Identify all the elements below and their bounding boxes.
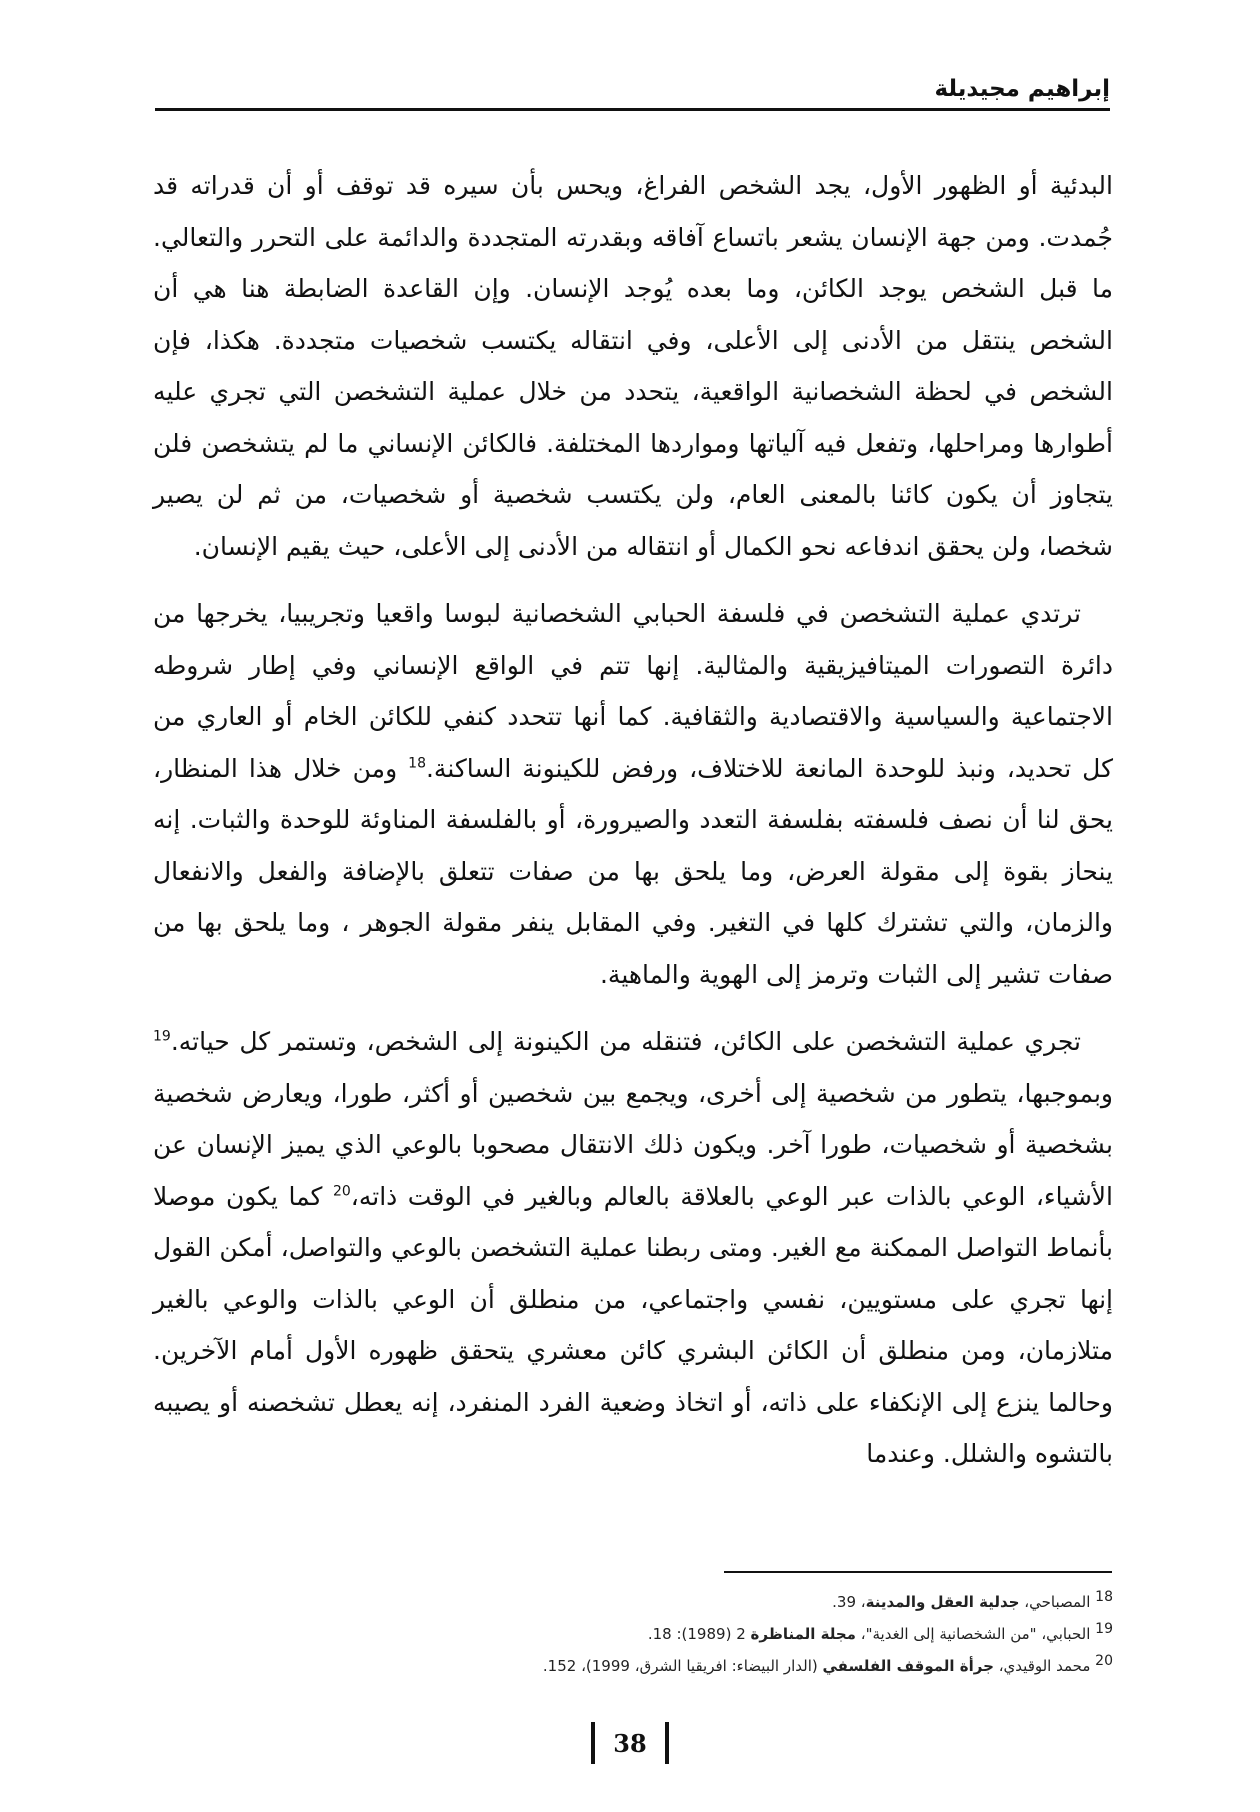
page-footer: [0, 1718, 1260, 1768]
footnote-18: [153, 1586, 1113, 1618]
paragraph-3-part-1: تجري عملية التشخصن على الكائن، فتنقله من الكينونة إلى الشخص، وتستمر كل حياته.: [170, 1027, 1081, 1056]
footnote-text: (الدار البيضاء: افريقيا الشرق، 1999)، 152.: [542, 1657, 823, 1675]
paragraph-3-part-3: كما يكون موصلا بأنماط التواصل الممكنة مع الغير. ومتى ربطنا عملية التشخصن بالوعي والتواصل، أمكن القول إنها تجري على مستويين، نفسي واجتماعي، من منطلق أن الوعي بالذات والوعي بالغير متلازمان، ومن منطلق أن الكائن البشري كائن معشري يتحقق ظهوره الأول أمام الآخرين. وحالما ينزع إلى الإنكفاء على ذاته، أو اتخاذ وضعية الفرد المنفرد، إنه يعطل تشخصنه أو يصيبه بالتشوه والشلل. وعندما: [153, 1181, 1113, 1468]
header-author: إبراهيم مجيديلة: [934, 76, 1110, 102]
footnote-text: المصباحي،: [1019, 1593, 1091, 1611]
paragraph-3: [153, 1016, 1113, 1480]
paragraph-1: [153, 160, 1113, 572]
header-rule: [155, 108, 1110, 111]
footnote-ref-20[interactable]: 20: [332, 1183, 351, 1200]
paragraph-2-part-1: ترتدي عملية التشخصن في فلسفة الحبابي الشخصانية لبوسا واقعيا وتجريبيا، يخرجها من دائرة التصورات الميتافيزيقية والمثالية. إنها تتم في الواقع الإنساني وفي إطار شروطه الاجتماعية والسياسية والاقتصادية والثقافية. كما أنها تتحدد كنفي للكائن الخام أو العاري من كل تحديد، ونبذ للوحدة المانعة للاختلاف، ورفض للكينونة الساكنة.: [153, 599, 1113, 783]
footnote-text: ، 39.: [832, 1593, 866, 1611]
footnote-title: جدلية العقل والمدينة: [865, 1593, 1020, 1611]
footnote-ref-19[interactable]: 19: [153, 1028, 171, 1045]
footnote-separator: [724, 1571, 1112, 1573]
page-number-bar-right: [665, 1722, 669, 1764]
footnote-number: 20: [1095, 1653, 1113, 1669]
footnote-title: جرأة الموقف الفلسفي: [822, 1657, 994, 1675]
footnotes: [153, 1586, 1113, 1682]
footnote-text: الحبابي، "من الشخصانية إلى الغدية"،: [855, 1625, 1091, 1643]
footnote-19: [153, 1618, 1113, 1650]
footnote-number: 19: [1095, 1621, 1113, 1637]
page-number-bar-left: [591, 1722, 595, 1764]
running-header: [155, 70, 1110, 116]
footnote-ref-18[interactable]: 18: [408, 755, 426, 772]
paragraph-2-part-2: ومن خلال هذا المنظار، يحق لنا أن نصف فلسفته بفلسفة التعدد والصيرورة، أو بالفلسفة المناوئة للوحدة والثبات. إنه ينحاز بقوة إلى مقولة العرض، وما يلحق بها من صفات تتعلق بالإضافة والفعل والانفعال والزمان، والتي تشترك كلها في التغير. وفي المقابل ينفر مقولة الجوهر ، وما يلحق بها من صفات تشير إلى الثبات وترمز إلى الهوية والماهية.: [153, 753, 1113, 989]
footnote-title: مجلة المناظرة: [750, 1625, 856, 1643]
paragraph-2: [153, 588, 1113, 1000]
footnote-number: 18: [1095, 1589, 1113, 1605]
footnote-text: محمد الوقيدي،: [993, 1657, 1091, 1675]
body-text: [153, 160, 1113, 1496]
paragraph-3-part-2: وبموجبها، يتطور من شخصية إلى أخرى، ويجمع بين شخصين أو أكثر، طورا، ويعارض شخصية بشخصية أو شخصيات، طورا آخر. ويكون ذلك الانتقال مصحوبا بالوعي الذي يميز الإنسان عن الأشياء، الوعي بالذات عبر الوعي بالعلاقة بالعالم وبالغير في الوقت ذاته،: [153, 1078, 1113, 1211]
page-number: 38: [613, 1728, 647, 1758]
paragraph-1-text: البدئية أو الظهور الأول، يجد الشخص الفراغ، ويحس بأن سيره قد توقف أو أن قدراته قد جُمدت. ومن جهة الإنسان يشعر باتساع آفاقه وبقدرته المتجددة والدائمة على التحرر والتعالي. ما قبل الشخص يوجد الكائن، وما بعده يُوجد الإنسان. وإن القاعدة الضابطة هنا هي أن الشخص ينتقل من الأدنى إلى الأعلى، وفي انتقاله يكتسب شخصيات متجددة. هكذا، فإن الشخص في لحظة الشخصانية الواقعية، يتحدد من خلال عملية التشخصن التي تجري عليه أطوارها ومراحلها، وتفعل فيه آلياتها ومواردها المختلفة. فالكائن الإنساني ما لم يتشخصن فلن يتجاوز أن يكون كائنا بالمعنى العام، ولن يكتسب شخصية أو شخصيات، من ثم لن يصير شخصا، ولن يحقق اندفاعه نحو الكمال أو انتقاله من الأدنى إلى الأعلى، حيث يقيم الإنسان.: [153, 171, 1113, 561]
footnote-text: 2 (1989): 18.: [647, 1625, 751, 1643]
footnote-20: [153, 1650, 1113, 1682]
